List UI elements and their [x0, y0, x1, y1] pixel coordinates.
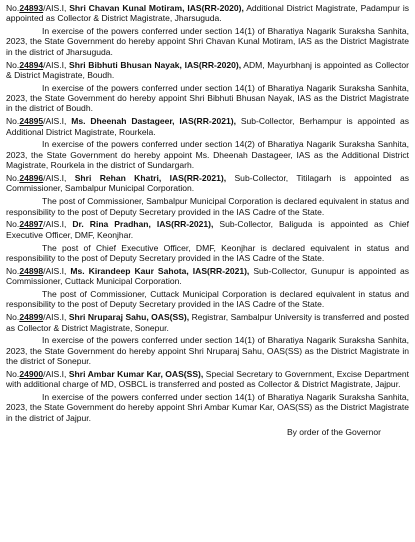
officer-name: Ms. Kirandeep Kaur Sahota, IAS(RR-2021), — [70, 265, 250, 276]
order-entry — [6, 369, 409, 423]
order-heading — [6, 266, 409, 287]
order-paragraph: In exercise of the powers conferred under section 14(1) of Bharatiya Nagarik Suraksha Sanhita, 2023, the State Government do hereby appoint Shri Ambar Kumar Kar, OAS(SS) as the District Magistrate in the district of Jajpur. — [6, 391, 409, 423]
order-prefix: No. — [6, 312, 20, 323]
order-dept: /AIS.I, — [43, 116, 67, 127]
order-number: 24897 — [19, 219, 44, 230]
officer-name: Shri Nruparaj Sahu, OAS(SS), — [68, 312, 190, 323]
order-number: 24895 — [19, 116, 44, 127]
order-heading — [6, 60, 409, 81]
order-number: 24900 — [19, 368, 44, 379]
order-text: Sub-Collector, Berhampur is appointed as Additional District Magistrate, Rourkela. — [6, 116, 409, 137]
footer-line: By order of the Governor — [286, 427, 381, 437]
order-number: 24894 — [19, 59, 44, 70]
order-dept: /AIS.I, — [43, 173, 67, 184]
order-prefix: No. — [6, 219, 20, 230]
order-text: Additional District Magistrate, Padampur is appointed as Collector & District Magistrate, Jharsuguda. — [6, 3, 410, 24]
order-heading — [6, 312, 409, 333]
officer-name: Shri Chavan Kunal Motiram, IAS(RR-2020), — [69, 3, 244, 13]
order-text: Sub-Collector, Titilagarh is appointed as Commissioner, Sambalpur Municipal Corporation. — [6, 173, 409, 194]
order-prefix: No. — [6, 173, 20, 184]
order-entry — [6, 219, 409, 263]
officer-name: Dr. Rina Pradhan, IAS(RR-2021), — [72, 219, 214, 230]
order-text: ADM, Mayurbhanj is appointed as Collector & District Magistrate, Boudh. — [6, 59, 410, 81]
orders-list — [6, 3, 409, 423]
order-heading — [6, 173, 409, 194]
order-entry — [6, 116, 409, 170]
order-dept: /AIS.I, — [43, 265, 67, 276]
order-text: Registrar, Sambalpur University is transferred and posted as Collector & District Magistrate, Sonepur. — [6, 312, 410, 333]
order-dept: /AIS.I, — [43, 368, 67, 379]
order-dept: /AIS.I, — [43, 312, 67, 323]
order-text: Special Secretary to Government, Excise Department with additional charge of MD, OSBCL is transferred and posted as Collector & District Magistrate, Jajpur. — [6, 368, 410, 390]
order-paragraph: In exercise of the powers conferred under section 14(2) of Bharatiya Nagarik Suraksha Sanhita, 2023, the State Government do hereby appoint Ms. Dheenah Dastageer, IAS as the Additional District Magistrate, Rourkela in the district of Sundargarh. — [6, 139, 409, 171]
order-number: 24893 — [19, 3, 44, 13]
order-prefix: No. — [6, 368, 20, 379]
order-entry — [6, 3, 409, 57]
officer-name: Shri Ambar Kumar Kar, OAS(SS), — [68, 368, 204, 379]
order-dept: /AIS.I, — [43, 3, 67, 13]
order-dept: /AIS.I, — [43, 59, 67, 70]
order-number: 24899 — [19, 312, 44, 323]
officer-name: Ms. Dheenah Dastageer, IAS(RR-2021), — [71, 116, 236, 127]
order-number: 24898 — [19, 265, 44, 276]
order-text: Sub-Collector, Baliguda is appointed as Chief Executive Officer, DMF, Keonjhar. — [6, 219, 409, 240]
order-prefix: No. — [6, 265, 20, 276]
order-paragraph: In exercise of the powers conferred under section 14(1) of Bharatiya Nagarik Suraksha Sanhita, 2023, the State Government do hereby appoint Shri Bibhuti Bhusan Nayak, IAS as the District Magistrate in the district of Boudh. — [6, 82, 409, 114]
order-number: 24896 — [19, 173, 44, 184]
order-entry — [6, 312, 409, 366]
order-heading — [6, 219, 409, 240]
officer-name: Shri Rehan Khatri, IAS(RR-2021), — [74, 173, 227, 184]
order-prefix: No. — [6, 3, 20, 13]
order-prefix: No. — [6, 59, 20, 70]
officer-name: Shri Bibhuti Bhusan Nayak, IAS(RR-2020), — [69, 59, 242, 70]
order-paragraph: The post of Commissioner, Cuttack Municipal Corporation is declared equivalent in status and responsibility to the post of Deputy Secretary provided in the IAS Cadre of the State. — [6, 288, 409, 310]
order-prefix: No. — [6, 116, 20, 127]
order-dept: /AIS.I, — [43, 219, 67, 230]
order-entry — [6, 60, 409, 114]
order-text: Sub-Collector, Gunupur is appointed as Commissioner, Cuttack Municipal Corporation. — [6, 265, 410, 287]
order-paragraph: The post of Chief Executive Officer, DMF, Keonjhar is declared equivalent in status and responsibility to the post of Deputy Secretary provided in the IAS Cadre of the State. — [6, 242, 409, 263]
order-entry — [6, 266, 409, 310]
order-paragraph: In exercise of the powers conferred under section 14(1) of Bharatiya Nagarik Suraksha Sanhita, 2023, the State Government do hereby appoint Shri Nruparaj Sahu, OAS(SS) as the District Magistrate in the district of Sonepur. — [6, 335, 409, 366]
order-heading — [6, 116, 409, 137]
order-heading — [6, 3, 409, 24]
order-paragraph: The post of Commissioner, Sambalpur Municipal Corporation is declared equivalent in status and responsibility to the post of Deputy Secretary provided in the IAS Cadre of the State. — [6, 196, 409, 217]
order-heading — [6, 369, 409, 390]
order-paragraph: In exercise of the powers conferred under section 14(1) of Bharatiya Nagarik Suraksha Sanhita, 2023, the State Government do hereby appoint Shri Chavan Kunal Motiram, IAS as the District Magistrate in the district of Jharsuguda. — [6, 26, 409, 57]
order-entry — [6, 173, 409, 217]
